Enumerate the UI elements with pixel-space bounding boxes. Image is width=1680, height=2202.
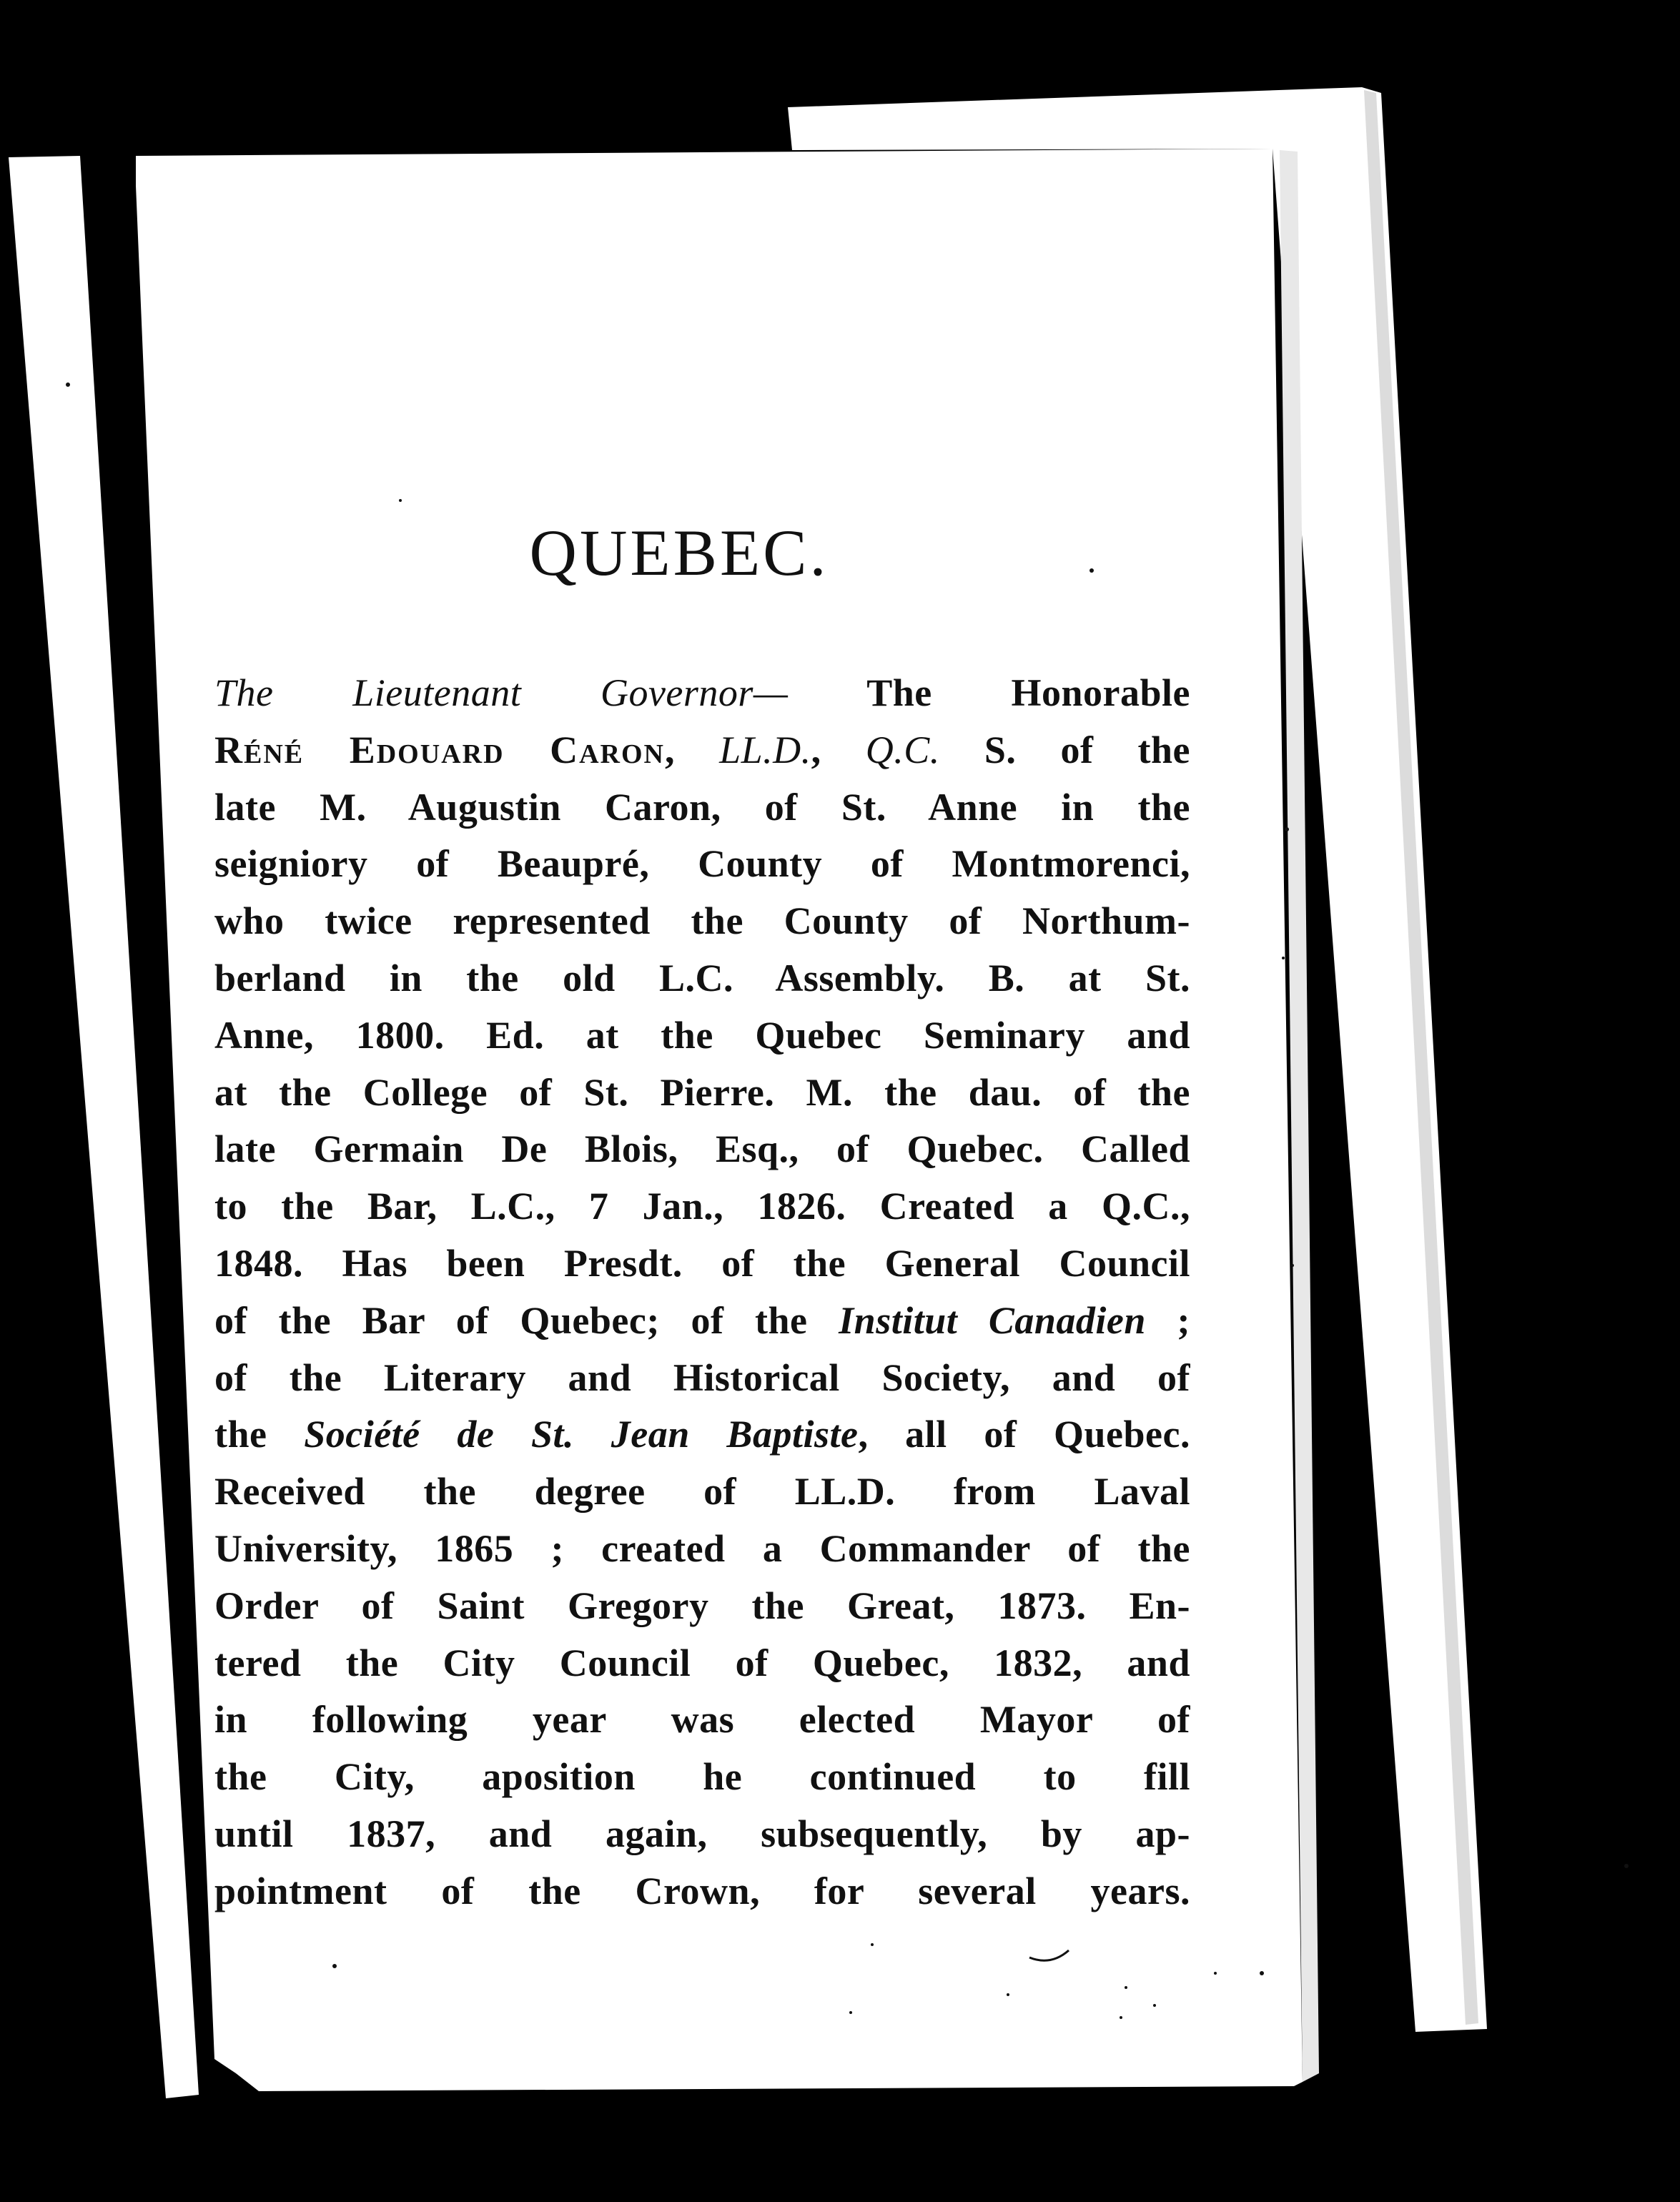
text-segment: Received the degree of LL.D. from Laval bbox=[214, 1470, 1190, 1514]
biography-entry bbox=[214, 665, 1190, 1920]
text-segment: late Germain De Blois, Esq., of Quebec. Called bbox=[214, 1127, 1190, 1171]
text-line bbox=[214, 1863, 1190, 1920]
text-segment: 1848. Has been Presdt. of the General Council bbox=[214, 1241, 1190, 1285]
text-line bbox=[214, 779, 1190, 836]
text-segment: Société de St. Jean Baptiste bbox=[304, 1413, 859, 1456]
text-segment: S. of the bbox=[939, 728, 1191, 771]
text-segment: to the Bar, L.C., 7 Jan., 1826. Created a Q.C., bbox=[214, 1185, 1190, 1228]
text-line bbox=[214, 665, 1190, 722]
text-line bbox=[214, 1635, 1190, 1692]
text-segment: Q.C. bbox=[865, 728, 940, 771]
text-segment: in following year was elected Mayor of bbox=[214, 1698, 1190, 1742]
text-line bbox=[214, 1065, 1190, 1122]
text-segment: berland in the old L.C. Assembly. B. at St. bbox=[214, 956, 1190, 999]
text-segment: The Honorable bbox=[788, 671, 1190, 714]
text-segment: , bbox=[664, 728, 720, 771]
text-segment: , bbox=[811, 728, 866, 771]
text-segment: late M. Augustin Caron, of St. Anne in the bbox=[214, 785, 1190, 829]
text-segment: Réné Edouard Caron bbox=[214, 728, 665, 771]
text-segment: tered the City Council of Quebec, 1832, and bbox=[214, 1641, 1190, 1684]
text-line bbox=[214, 722, 1190, 779]
text-segment: University, 1865 ; created a Commander of the bbox=[214, 1526, 1190, 1570]
text-line bbox=[214, 1350, 1190, 1407]
text-segment: of the Bar of Quebec; of the bbox=[214, 1298, 839, 1342]
text-line bbox=[214, 1293, 1190, 1350]
text-line bbox=[214, 1806, 1190, 1863]
text-segment: of the Literary and Historical Society, and of bbox=[214, 1356, 1190, 1399]
text-line bbox=[214, 1521, 1190, 1578]
text-segment: who twice represented the County of Northum- bbox=[214, 899, 1190, 943]
text-line bbox=[214, 1007, 1190, 1065]
text-segment: the City, aposition he continued to fill bbox=[214, 1755, 1190, 1799]
text-segment: ; bbox=[1145, 1298, 1191, 1342]
text-segment: at the College of St. Pierre. M. the dau. of the bbox=[214, 1070, 1190, 1114]
text-segment: until 1837, and again, subsequently, by ap- bbox=[214, 1812, 1190, 1855]
text-line bbox=[214, 1406, 1190, 1463]
text-segment: , all of Quebec. bbox=[858, 1413, 1190, 1456]
text-segment: LL.D. bbox=[719, 728, 811, 771]
text-line bbox=[214, 836, 1190, 893]
text-line bbox=[214, 950, 1190, 1007]
text-segment: The Lieutenant Governor— bbox=[214, 671, 789, 714]
text-line bbox=[214, 1749, 1190, 1806]
text-segment: Anne, 1800. Ed. at the Quebec Seminary and bbox=[214, 1013, 1190, 1057]
text-segment: the bbox=[214, 1413, 305, 1456]
text-line bbox=[214, 1578, 1190, 1635]
text-line bbox=[214, 1178, 1190, 1235]
text-segment: Institut Canadien bbox=[839, 1298, 1146, 1342]
text-line bbox=[214, 893, 1190, 950]
text-segment: pointment of the Crown, for several years. bbox=[214, 1869, 1190, 1912]
text-line bbox=[214, 1463, 1190, 1521]
text-line bbox=[214, 1235, 1190, 1293]
text-segment: seigniory of Beaupré, County of Montmorenci, bbox=[214, 842, 1190, 886]
text-line bbox=[214, 1692, 1190, 1749]
text-segment: Order of Saint Gregory the Great, 1873. En- bbox=[214, 1584, 1190, 1627]
page-title: QUEBEC. bbox=[529, 516, 829, 589]
text-line bbox=[214, 1121, 1190, 1178]
